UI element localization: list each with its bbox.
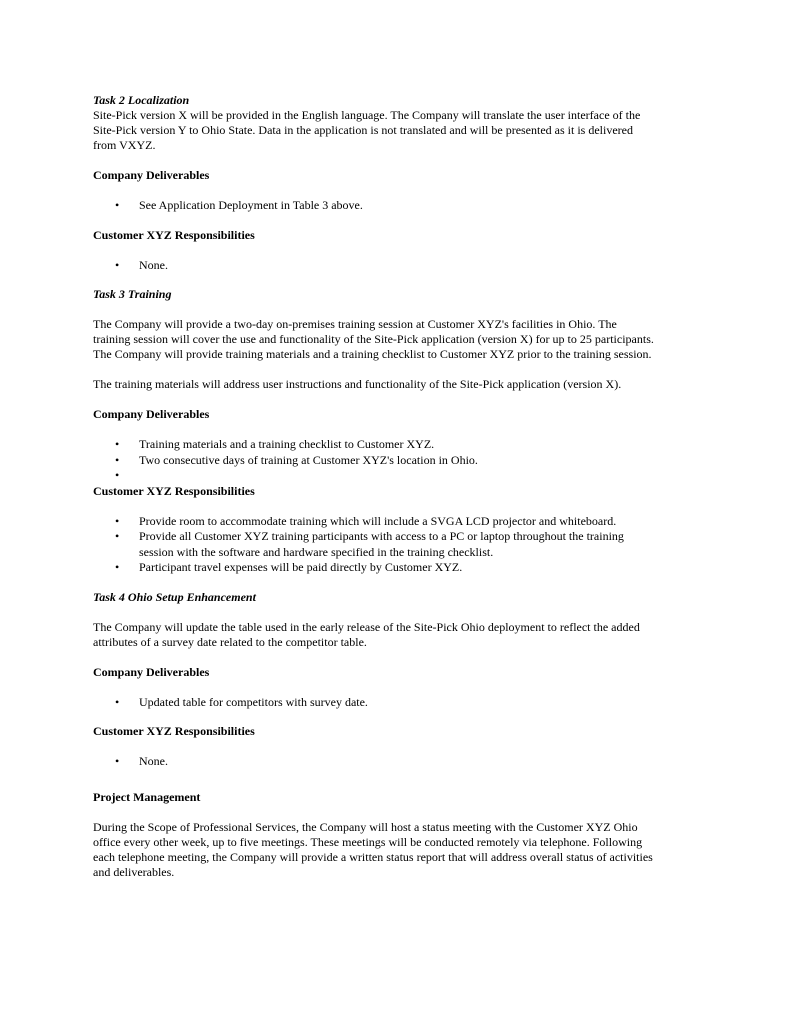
task2-company-deliverables-heading: Company Deliverables — [93, 168, 210, 182]
task4-customer-responsibilities-list — [93, 754, 703, 770]
task2-customer-responsibilities-list — [93, 258, 703, 274]
task4-heading: Task 4 Ohio Setup Enhancement — [93, 589, 256, 604]
task2-heading: Task 2 Localization — [93, 93, 190, 107]
task2-company-deliverables-list — [93, 198, 703, 214]
task3-customer-responsibilities-list — [93, 514, 703, 576]
list-item: • Updated table for competitors with survey date. — [115, 694, 368, 709]
list-item: • See Application Deployment in Table 3 above. — [115, 198, 363, 212]
project-management-line-1: During the Scope of Professional Services, the Company will host a status meeting with the Customer XYZ Ohio — [93, 819, 638, 834]
list-item: • Two consecutive days of training at Customer XYZ's location in Ohio. — [115, 452, 478, 467]
project-management-line-2: office every other week, up to five meetings. These meetings will be conducted remotely via telephone. Following — [93, 834, 643, 849]
project-management-line-4: and deliverables. — [93, 864, 175, 879]
task4-line-2: attributes of a survey date related to the competitor table. — [93, 634, 367, 649]
task3-heading: Task 3 Training — [93, 287, 172, 301]
list-item: • None. — [115, 754, 168, 768]
task3-para1-line-1: The Company will provide a two-day on-premises training session at Customer XYZ's facilities in Ohio. The — [93, 317, 617, 331]
list-item: • Participant travel expenses will be paid directly by Customer XYZ. — [115, 560, 463, 574]
task4-company-deliverables-heading: Company Deliverables — [93, 664, 210, 679]
list-item: • Provide room to accommodate training which will include a SVGA LCD projector and whiteboard. — [115, 513, 617, 528]
list-item: • None. — [115, 257, 168, 272]
document-page — [93, 93, 703, 880]
list-item: • Provide all Customer XYZ training participants with access to a PC or laptop throughout the training — [115, 529, 624, 543]
task2-line-1: Site-Pick version X will be provided in the English language. The Company will translate the user interface of the — [93, 108, 641, 122]
task3-customer-responsibilities-heading: Customer XYZ Responsibilities — [93, 483, 255, 498]
task2-customer-responsibilities-heading: Customer XYZ Responsibilities — [93, 227, 255, 242]
task4-line-1: The Company will update the table used in the early release of the Site-Pick Ohio deployment to reflect the added — [93, 619, 640, 634]
project-management-line-3: each telephone meeting, the Company will provide a written status report that will address overall status of activities — [93, 849, 653, 864]
list-item: session with the software and hardware specified in the training checklist. — [139, 544, 494, 559]
list-item: • — [115, 468, 120, 482]
task3-para1-line-2: training session will cover the use and functionality of the Site-Pick application (version X) for up to 25 participants. — [93, 332, 654, 346]
task3-para2: The training materials will address user instructions and functionality of the Site-Pick application (version X). — [93, 377, 622, 391]
task2-line-3: from VXYZ. — [93, 138, 156, 152]
task2-line-2: Site-Pick version Y to Ohio State. Data in the application is not translated and will be presented as it is delivered — [93, 123, 633, 137]
task3-company-deliverables-list — [93, 437, 703, 484]
list-item: • Training materials and a training checklist to Customer XYZ. — [115, 437, 435, 451]
task3-para1-line-3: The Company will provide training materials and a training checklist to Customer XYZ prior to the training session. — [93, 347, 652, 361]
task3-company-deliverables-heading: Company Deliverables — [93, 407, 210, 421]
task4-customer-responsibilities-heading: Customer XYZ Responsibilities — [93, 724, 255, 738]
task4-company-deliverables-list — [93, 695, 703, 711]
project-management-heading: Project Management — [93, 789, 201, 804]
